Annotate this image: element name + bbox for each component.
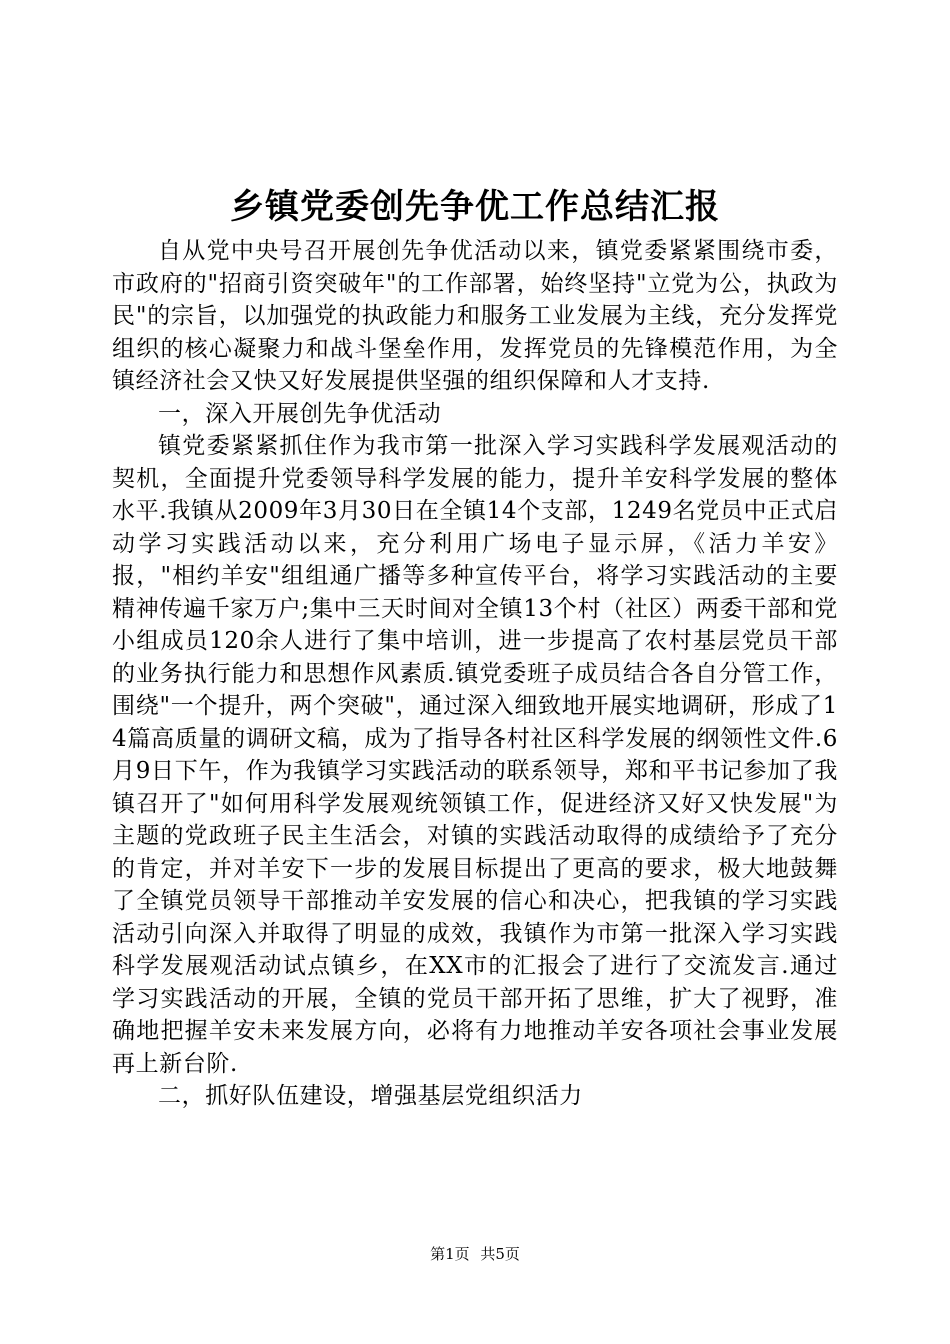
document-body bbox=[112, 235, 838, 1113]
section-heading-1: 一，深入开展创先争优活动 bbox=[158, 400, 442, 427]
section-heading-2: 二，抓好队伍建设，增强基层党组织活力 bbox=[158, 1083, 583, 1109]
document-title: 乡镇党委创先争优工作总结汇报 bbox=[230, 187, 720, 227]
page-total: 共5页 bbox=[480, 1245, 520, 1263]
intro-paragraph: 自从党中央号召开展创先争优活动以来，镇党委紧紧围绕市委，市政府的"招商引资突破年"的工作部署，始终坚持"立党为公，执政为民"的宗旨，以加强党的执政能力和服务工业发展为主线，充分发挥党组织的核心凝聚力和战斗堡垒作用，发挥党员的先锋模范作用，为全镇经济社会又快又好发展提供坚强的组织保障和人才支持. bbox=[112, 238, 838, 394]
section-1-paragraph: 镇党委紧紧抓住作为我市第一批深入学习实践科学发展观活动的契机，全面提升党委领导科学发展的能力，提升羊安科学发展的整体水平.我镇从2009年3月30日在全镇14个支部，1249名党员中正式启动学习实践活动以来，充分利用广场电子显示屏，《活力羊安》报，"相约羊安"组组通广播等多种宣传平台，将学习实践活动的主要精神传遍千家万户;集中三天时间对全镇13个村（社区）两委干部和党小组成员120余人进行了集中培训，进一步提高了农村基层党员干部的业务执行能力和思想作风素质.镇党委班子成员结合各自分管工作，围绕"一个提升，两个突破"，通过深入细致地开展实地调研，形成了14篇高质量的调研文稿，成为了指导各村社区科学发展的纲领性文件.6月9日下午，作为我镇学习实践活动的联系领导，郑和平书记参加了我镇召开了"如何用科学发展观统领镇工作，促进经济又好又快发展"为主题的党政班子民主生活会，对镇的实践活动取得的成绩给予了充分的肯定，并对羊安下一步的发展目标提出了更高的要求，极大地鼓舞了全镇党员领导干部推动羊安发展的信心和决心，把我镇的学习实践活动引向深入并取得了明显的成效，我镇作为市第一批深入学习实践科学发展观活动试点镇乡，在XX市的汇报会了进行了交流发言.通过学习实践活动的开展，全镇的党员干部开拓了思维，扩大了视野，准确地把握羊安未来发展方向，必将有力地推动羊安各项社会事业发展再上新台阶. bbox=[112, 433, 838, 1077]
page-number: 第1页 bbox=[430, 1245, 470, 1263]
page-footer bbox=[0, 1244, 950, 1264]
